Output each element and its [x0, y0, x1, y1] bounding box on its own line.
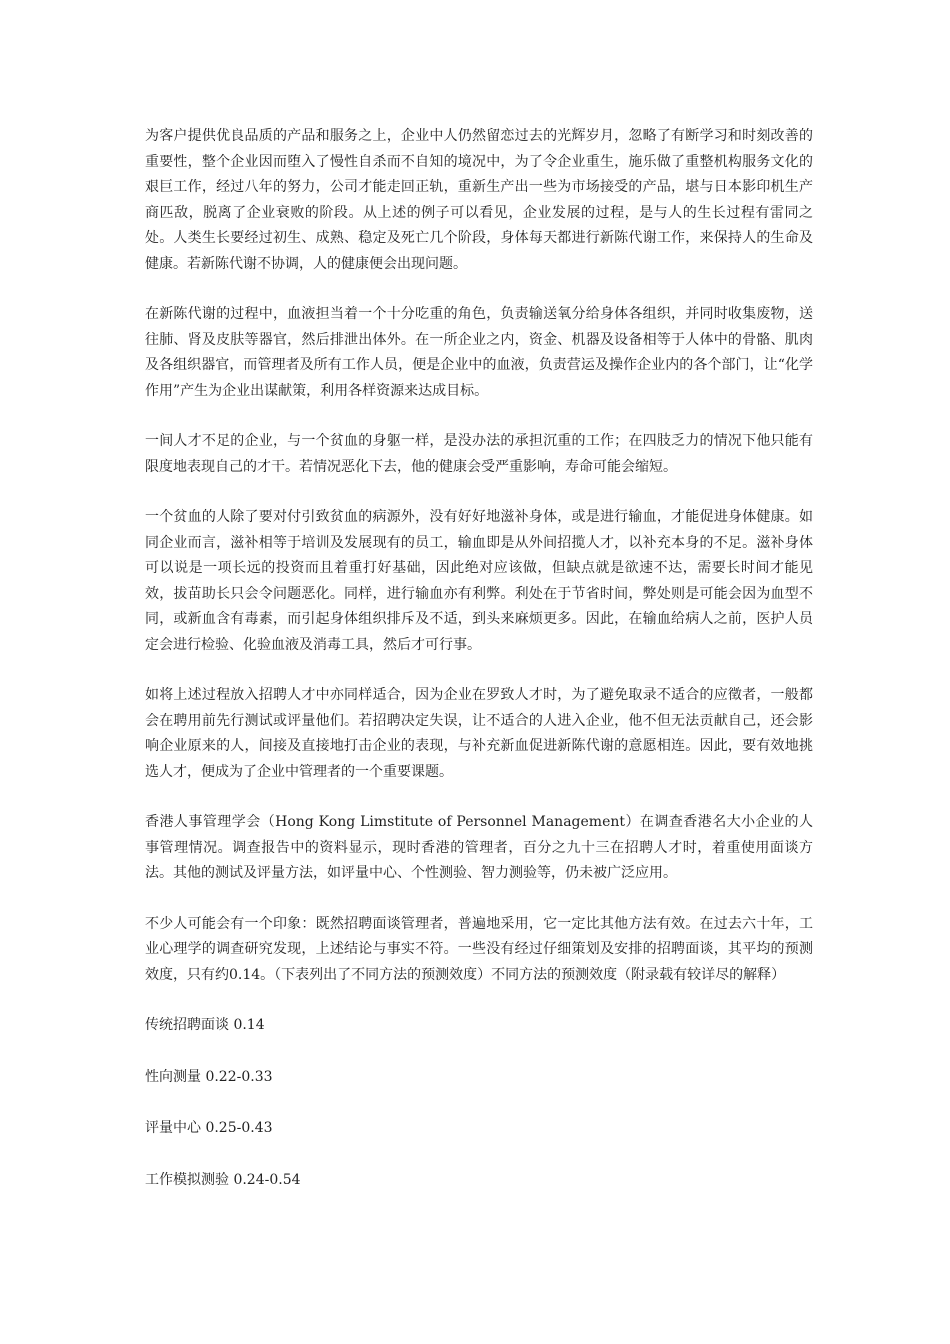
paragraph-interview-validity: 不少人可能会有一个印象：既然招聘面谈管理者，普遍地采用，它一定比其他方法有效。在过去六十年，工业心理学的调查研究发现，上述结论与事实不符。一些没有经过仔细策划及安排的招聘面谈，其平均的预测效度，只有约0.14。（下表列出了不同方法的预测效度）不同方法的预测效度（附录载有较详尽的解释）	[145, 915, 813, 983]
paragraph-recruitment-testing: 如将上述过程放入招聘人才中亦同样适合，因为企业在罗致人才时，为了避免取录不适合的应徵者，一般都会在聘用前先行测试或评量他们。若招聘决定失误，让不适合的人进入企业，他不但无法贡献自己，还会影响企业原来的人，间接及直接地打击企业的表现，与补充新血促进新陈代谢的意愿相连。因此，要有效地挑选人才，便成为了企业中管理者的一个重要课题。	[145, 687, 813, 780]
paragraph-talent-shortage: 一间人才不足的企业，与一个贫血的身躯一样，是没办法的承担沉重的工作；在四肢乏力的情况下他只能有限度地表现自己的才干。若情况恶化下去，他的健康会受严重影响，寿命可能会缩短。	[145, 433, 813, 475]
paragraph-metabolism-blood: 在新陈代谢的过程中，血液担当着一个十分吃重的角色，负责输送氧分给身体各组织，并同时收集废物，送往肺、肾及皮肤等器官，然后排泄出体外。在一所企业之内，资金、机器及设备相等于人体中的骨骼、肌肉及各组织器官，而管理者及所有工作人员，便是企业中的血液，负责营运及操作企业内的各个部门，让“化学作用”产生为企业出谋献策，利用各样资源来达成目标。	[145, 306, 813, 399]
validity-item-traditional-interview: 传统招聘面谈 0.14	[145, 1017, 265, 1033]
validity-item-aptitude-test: 性向测量 0.22-0.33	[145, 1068, 273, 1085]
validity-item-work-simulation: 工作模拟测验 0.24-0.54	[145, 1171, 301, 1188]
paragraph-anemia-analogy: 一个贫血的人除了要对付引致贫血的病源外，没有好好地滋补身体，或是进行输血，才能促进身体健康。如同企业而言，滋补相等于培训及发展现有的员工，输血即是从外间招揽人才，以补充本身的不足。滋补身体可以说是一项长远的投资而且着重打好基础，因此绝对应该做，但缺点就是欲速不达，需要长时间才能见效，拔苗助长只会令问题恶化。同样，进行输血亦有利弊。利处在于节省时间，弊处则是可能会因为血型不同，或新血含有毒素，而引起身体组织排斥及不适，到头来麻烦更多。因此，在输血给病人之前，医护人员定会进行检验、化验血液及消毒工具，然后才可行事。	[145, 509, 813, 653]
validity-item-assessment-center: 评量中心 0.25-0.43	[145, 1120, 273, 1136]
document-body	[145, 124, 813, 1219]
paragraph-hkipm-survey: 香港人事管理学会（Hong Kong Limstitute of Personnel Management）在调查香港名大小企业的人事管理情况。调查报告中的资料显示，现时香港的管理者，百分之九十三在招聘人才时，着重使用面谈方法。其他的测试及评量方法，如评量中心、个性测验、智力测验等，仍未被广泛应用。	[145, 814, 813, 881]
paragraph-xerox-example: 为客户提供优良品质的产品和服务之上，企业中人仍然留恋过去的光辉岁月，忽略了有断学习和时刻改善的重要性，整个企业因而堕入了慢性自杀而不自知的境况中，为了令企业重生，施乐做了重整机构服务文化的艰巨工作，经过八年的努力，公司才能走回正轨，重新生产出一些为市场接受的产品，堪与日本影印机生产商匹敌，脱离了企业衰败的阶段。从上述的例子可以看见，企业发展的过程，是与人的生长过程有雷同之处。人类生长要经过初生、成熟、稳定及死亡几个阶段，身体每天都进行新陈代谢工作，来保持人的生命及健康。若新陈代谢不协调，人的健康便会出现问题。	[145, 128, 813, 272]
